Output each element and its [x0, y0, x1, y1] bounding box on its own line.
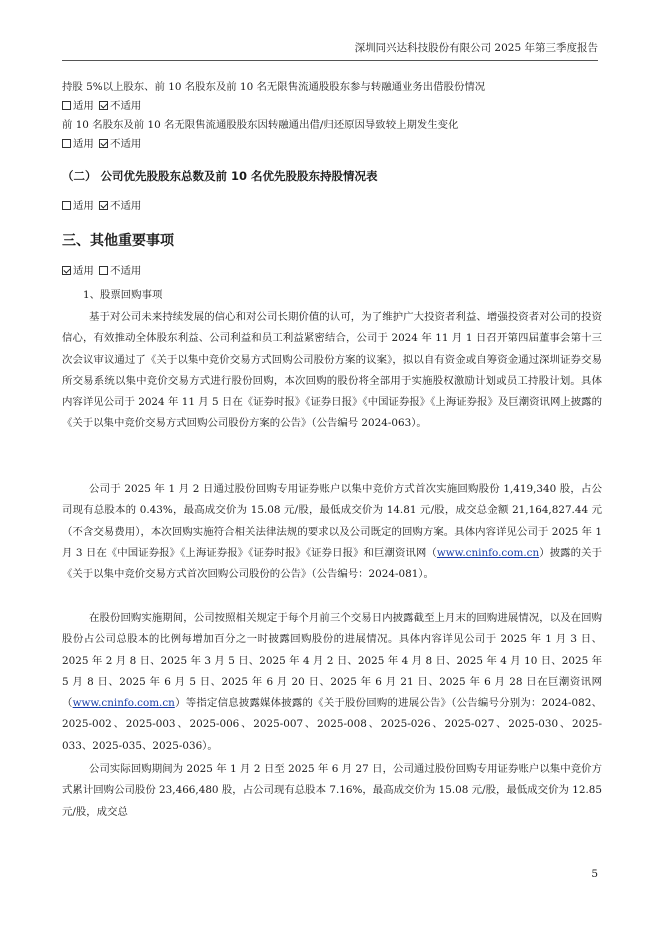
- cninfo-link[interactable]: www.cninfo.com.cn: [436, 546, 540, 559]
- preferred-shares-heading: （二） 公司优先股股东总数及前 10 名优先股股东持股情况表: [62, 169, 378, 183]
- not-applicable-checkbox[interactable]: [99, 201, 108, 210]
- buyback-summary-paragraph: 公司实际回购期间为 2025 年 1 月 2 日至 2025 年 6 月 27 日，公司通过股份回购专用证券账户以集中竞价方式累计回购公司股份 23,466,480 股，占公司现有总股本 7.16%，最高成交价为 15.08 元/股，最低成交价为 12.85 元/股，成交总: [62, 763, 602, 818]
- applicable-label: 适用: [73, 200, 94, 212]
- para3-text: 在股份回购实施期间，公司按照相关规定于每个月前三个交易日内披露截至上月末的回购进展情况，以及在回购股份占公司总股本的比例每增加百分之一时披露回购股份的进展情况。具体内容详见公司于 2025 年 1 月 3 日、2025 年 2 月 8 日、2025 年 3 月 5 日、2025 年 4 月 2 日、2025 年 4 月 8 日、2025 年 4 月 10 日、2025 年 5 月 8 日、2025 年 6 月 5 日、2025 年 6 月 20 日、2025 年 6 月 21 日、2025 年 6 月 28 日在巨潮资讯网（: [62, 612, 602, 710]
- applicable-checkbox[interactable]: [62, 201, 71, 210]
- page-number: 5: [591, 868, 598, 880]
- not-applicable-checkbox[interactable]: [99, 266, 108, 275]
- item-1-title: 1、股票回购事项: [83, 289, 163, 301]
- preferred-checkbox-row: [62, 199, 143, 213]
- not-applicable-label: 不适用: [110, 138, 142, 150]
- first-buyback-paragraph: [62, 479, 602, 585]
- para2-text: 公司于 2025 年 1 月 2 日通过股份回购专用证券账户以集中竞价方式首次实施回购股份 1,419,340 股，占公司现有总股本的 0.43%，最高成交价为 15.08 元/股，最低成交价为 14.81 元/股，成交总金额 21,164,827.44 元（不含交易费用），本次回购实施符合相关法律法规的要求以及公司既定的回购方案。具体内容详见公司于 2025 年 1 月 3 日在《中国证券报》《上海证券报》《证券时报》《证券日报》和巨潮资讯网（: [62, 483, 602, 559]
- change-checkbox-row: [62, 137, 143, 151]
- buyback-progress-paragraph: [62, 608, 602, 757]
- not-applicable-label: 不适用: [110, 200, 142, 212]
- not-applicable-checkbox[interactable]: [99, 101, 108, 110]
- applicable-label: 适用: [73, 265, 94, 277]
- other-checkbox-row: [62, 264, 143, 278]
- applicable-checkbox[interactable]: [62, 266, 71, 275]
- page-header: [62, 40, 598, 61]
- not-applicable-label: 不适用: [110, 100, 142, 112]
- not-applicable-checkbox[interactable]: [99, 139, 108, 148]
- lending-disclosure-label: 持股 5%以上股东、前 10 名股东及前 10 名无限售流通股股东参与转融通业务出借股份情况: [62, 81, 486, 93]
- applicable-checkbox[interactable]: [62, 139, 71, 148]
- applicable-checkbox[interactable]: [62, 101, 71, 110]
- applicable-label: 适用: [73, 138, 94, 150]
- not-applicable-label: 不适用: [110, 265, 142, 277]
- buyback-plan-paragraph: 基于对公司未来持续发展的信心和对公司长期价值的认可，为了维护广大投资者利益、增强投资者对公司的投资信心，有效推动全体股东利益、公司利益和员工利益紧密结合，公司于 2024 年 11 月 1 日召开第四届董事会第十三次会议审议通过了《关于以集中竞价交易方式回购公司股份方案的议案》，拟以自有资金或自筹资金通过深圳证券交易所交易系统以集中竞价交易方式进行股份回购，本次回购的股份将全部用于实施股权激励计划或员工持股计划。具体内容详见公司于 2024 年 11 月 5 日在《证券时报》《证券日报》《中国证券报》《上海证券报》及巨潮资讯网上披露的《关于以集中竞价交易方式回购公司股份方案的公告》（公告编号 2024-063）。: [62, 311, 602, 430]
- lending-change-label: 前 10 名股东及前 10 名无限售流通股股东因转融通出借/归还原因导致较上期发生变化: [62, 119, 459, 131]
- header-title: 深圳同兴达科技股份有限公司 2025 年第三季度报告: [354, 42, 598, 54]
- para3-text-end: ）等指定信息披露媒体披露的《关于股份回购的进展公告》（公告编号分别为：2024-082、2025-002、2025-003、2025-006、2025-007、2025-008、2025-026、2025-027、2025-030、2025-033、2025-035、2025-036）。: [62, 697, 602, 752]
- other-matters-heading: 三、其他重要事项: [62, 233, 174, 249]
- lending-checkbox-row: [62, 99, 143, 113]
- cninfo-link[interactable]: www.cninfo.com.cn: [72, 697, 175, 710]
- applicable-label: 适用: [73, 100, 94, 112]
- para2-text-end: ）披露的关于《关于以集中竞价交易方式首次回购公司股份的公告》（公告编号：2024-081）。: [62, 546, 602, 581]
